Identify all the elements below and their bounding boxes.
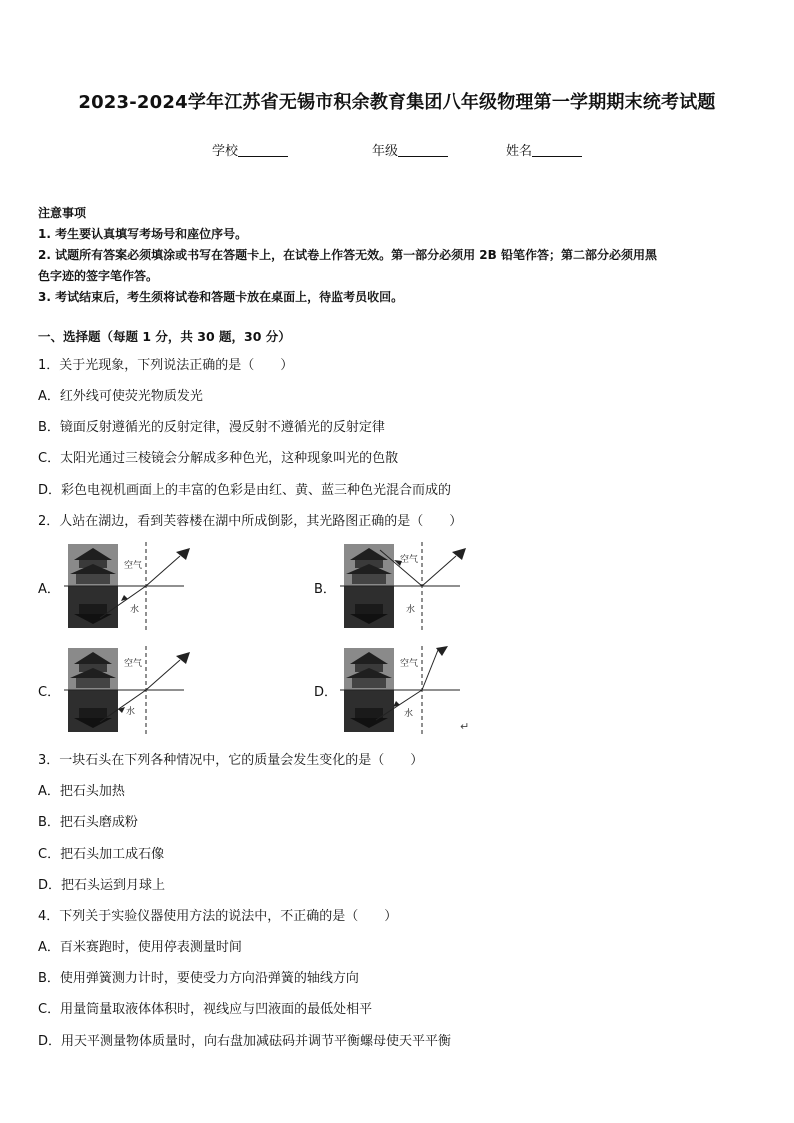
school-blank — [238, 144, 288, 157]
ray-line — [422, 650, 438, 690]
q1-option-b: B．镜面反射遵循光的反射定律，漫反射不遵循光的反射定律 — [38, 420, 385, 435]
exam-title: 2023-2024学年江苏省无锡市积余教育集团八年级物理第一学期期末统考试题 — [78, 92, 716, 113]
question-3-stem: 3．一块石头在下列各种情况中，它的质量会发生变化的是（ ） — [38, 753, 424, 768]
air-label: 空气 — [124, 659, 143, 669]
water-label: 水 — [404, 709, 414, 719]
q4-option-a: A．百米赛跑时，使用停表测量时间 — [38, 940, 242, 955]
name-label: 姓名 — [506, 144, 533, 159]
q2-diagram-d — [340, 644, 470, 736]
water-label: 水 — [406, 605, 416, 615]
question-4-stem: 4．下列关于实验仪器使用方法的说法中，不正确的是（ ） — [38, 909, 398, 924]
water-label: 水 — [130, 605, 140, 615]
school-field — [212, 140, 288, 159]
q4-option-b: B．使用弹簧测力计时，要使受力方向沿弹簧的轴线方向 — [38, 971, 359, 986]
ray-line — [422, 556, 456, 586]
q2-diagram-a — [64, 540, 194, 632]
air-label: 空气 — [124, 561, 143, 571]
grade-label: 年级 — [372, 144, 399, 159]
q1-option-c: C．太阳光通过三棱镜会分解成多种色光，这种现象叫光的色散 — [38, 451, 399, 466]
grade-blank — [398, 144, 448, 157]
arrow-icon — [118, 707, 125, 713]
arrow-icon — [121, 595, 128, 601]
section-heading: 一、选择题（每题 1 分，共 30 题，30 分） — [38, 329, 291, 344]
q2-figure-label-b: B． — [314, 582, 336, 597]
q2-figure-label-c: C． — [38, 685, 61, 700]
q1-option-a: A．红外线可使荧光物质发光 — [38, 389, 203, 404]
q3-option-a: A．把石头加热 — [38, 784, 125, 799]
ray-line — [146, 660, 180, 690]
paragraph-mark-icon: ↵ — [460, 720, 470, 733]
note-item: 1. 考生要认真填写考场号和座位序号。 — [38, 227, 248, 241]
question-1-stem: 1．关于光现象，下列说法正确的是（ ） — [38, 358, 294, 373]
q2-diagram-c — [64, 644, 194, 736]
school-label: 学校 — [212, 144, 239, 159]
q4-option-c: C．用量筒量取液体体积时，视线应与凹液面的最低处相平 — [38, 1002, 373, 1017]
q2-diagram-b — [340, 540, 470, 632]
q3-option-b: B．把石头磨成粉 — [38, 815, 138, 830]
q2-figure-label-a: A． — [38, 582, 60, 597]
ray-line — [146, 556, 180, 586]
exam-notes — [38, 203, 760, 308]
q3-option-d: D．把石头运到月球上 — [38, 878, 166, 893]
air-label: 空气 — [400, 555, 419, 565]
note-item: 2. 试题所有答案必须填涂或书写在答题卡上，在试卷上作答无效。第一部分必须用 2B 铅笔作答；第二部分必须用黑 — [38, 248, 657, 262]
notes-heading: 注意事项 — [38, 206, 87, 220]
q4-option-d: D．用天平测量物体质量时，向右盘加减砝码并调节平衡螺母使天平平衡 — [38, 1034, 452, 1049]
name-field — [506, 140, 582, 159]
q3-option-c: C．把石头加工成石像 — [38, 847, 165, 862]
water-label: 水 — [126, 707, 136, 717]
q2-figure-label-d: D． — [314, 685, 338, 700]
air-label: 空气 — [400, 659, 419, 669]
question-2-stem: 2．人站在湖边，看到芙蓉楼在湖中所成倒影，其光路图正确的是（ ） — [38, 514, 463, 529]
note-item: 3. 考试结束后，考生须将试卷和答题卡放在桌面上，待监考员收回。 — [38, 290, 404, 304]
q1-option-d: D．彩色电视机画面上的丰富的色彩是由红、黄、蓝三种色光混合而成的 — [38, 483, 452, 498]
name-blank — [532, 144, 582, 157]
note-item: 色字迹的签字笔作答。 — [38, 269, 159, 283]
grade-field — [372, 140, 448, 159]
